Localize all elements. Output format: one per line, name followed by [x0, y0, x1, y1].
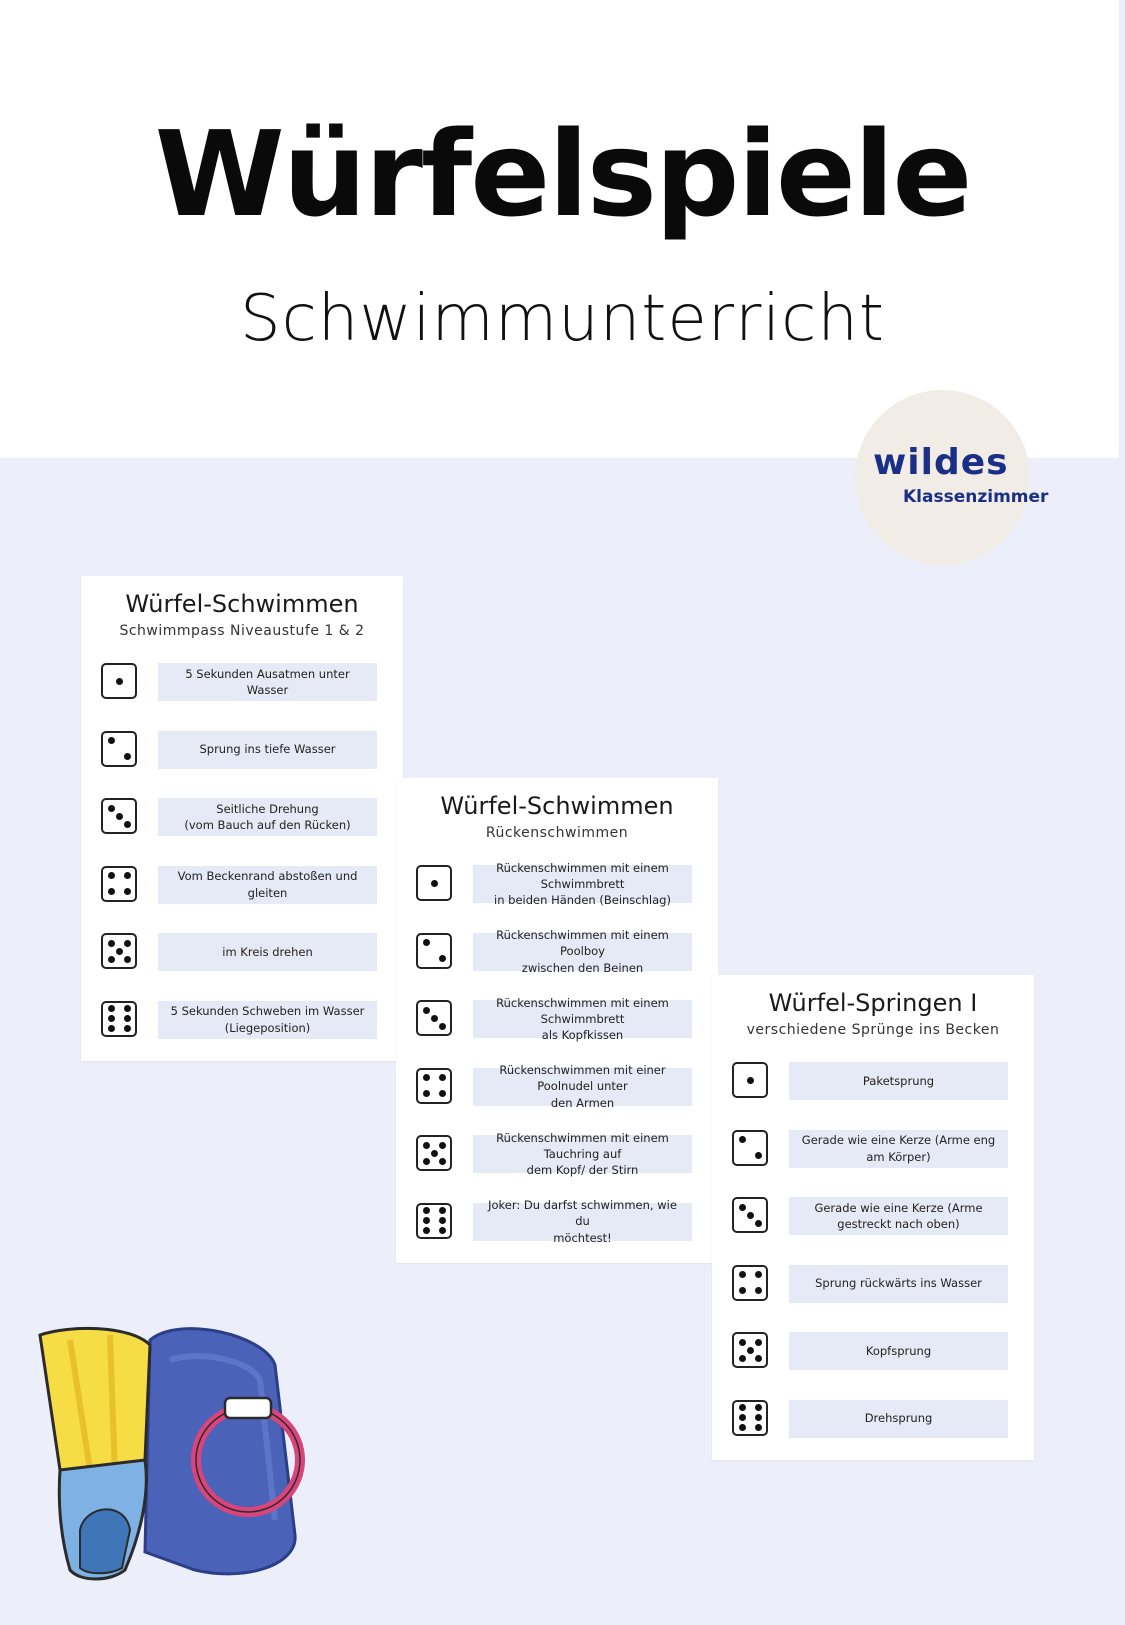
task-text: Sprung rückwärts ins Wasser: [815, 1276, 982, 1291]
task-bar: [158, 663, 377, 701]
task-bar: [473, 995, 692, 1043]
dice-pip: [439, 1142, 446, 1149]
dice-2-icon: [101, 731, 137, 767]
task-bar: [789, 1332, 1008, 1370]
task-bar: [158, 798, 377, 836]
dice-pip: [755, 1287, 762, 1294]
dice-pip: [755, 1414, 762, 1421]
dice-2-icon: [732, 1130, 768, 1166]
dice-pip: [108, 956, 115, 963]
card-row: [732, 1332, 1008, 1370]
dice-pip: [739, 1424, 746, 1431]
dice-5-icon: [101, 933, 137, 969]
card-row: [732, 1400, 1008, 1438]
task-bar: [473, 928, 692, 975]
task-bar: [473, 1130, 692, 1178]
card-row: [732, 1062, 1008, 1100]
task-text: Seitliche Drehung (vom Bauch auf den Rücken): [184, 801, 351, 832]
dice-pip: [116, 948, 123, 955]
dice-pip: [431, 1150, 438, 1157]
task-text: Rückenschwimmen mit einem Tauchring auf dem Kopf/ der Stirn: [496, 1130, 669, 1178]
dice-pip: [124, 888, 131, 895]
dice-pip: [423, 1074, 430, 1081]
dice-1-icon: [732, 1062, 768, 1098]
card-row: [732, 1130, 1008, 1168]
dice-pip: [108, 1015, 115, 1022]
task-bar: [158, 731, 377, 769]
logo-word: wildes: [873, 442, 1009, 483]
dice-pip: [739, 1404, 746, 1411]
dice-pip: [755, 1152, 762, 1159]
card-row: [732, 1197, 1008, 1235]
dice-pip: [755, 1404, 762, 1411]
task-text: Drehsprung: [864, 1411, 933, 1426]
task-text: Gerade wie eine Kerze (Arme eng am Körper): [801, 1133, 996, 1164]
dice-pip: [431, 880, 438, 887]
dice-pip: [124, 956, 131, 963]
dice-6-icon: [101, 1001, 137, 1037]
dice-4-icon: [416, 1068, 452, 1104]
card-row: [101, 933, 377, 971]
dice-5-icon: [732, 1332, 768, 1368]
card-title: Würfel-Schwimmen: [440, 792, 674, 820]
card-row: [416, 1198, 692, 1245]
brand-logo: [855, 390, 1049, 565]
task-bar: [473, 1198, 692, 1245]
dice-pip: [755, 1220, 762, 1227]
dice-pip: [739, 1136, 746, 1143]
card-wuerfel-schwimmen-niveau: [81, 576, 403, 1061]
kickboard-shape: [145, 1329, 295, 1574]
dice-pip: [423, 1217, 430, 1224]
dice-pip: [431, 1015, 438, 1022]
dice-pip: [108, 888, 115, 895]
page-subtitle: Schwimmunterricht: [239, 282, 886, 356]
card-row: [416, 1130, 692, 1178]
task-bar: [473, 1063, 692, 1110]
dice-pip: [439, 1074, 446, 1081]
dice-pip: [439, 1158, 446, 1165]
ring-clip: [225, 1398, 271, 1418]
dice-pip: [755, 1424, 762, 1431]
card-subtitle: Rückenschwimmen: [485, 825, 629, 841]
dice-pip: [739, 1355, 746, 1362]
dice-1-icon: [416, 865, 452, 901]
dice-pip: [739, 1414, 746, 1421]
dice-3-icon: [101, 798, 137, 834]
dice-pip: [124, 872, 131, 879]
dice-pip: [439, 1023, 446, 1030]
dice-pip: [423, 1090, 430, 1097]
dice-pip: [755, 1271, 762, 1278]
task-bar: [473, 860, 692, 908]
task-text: im Kreis drehen: [222, 944, 313, 959]
card-title: Würfel-Schwimmen: [125, 590, 359, 618]
dice-pip: [124, 1005, 131, 1012]
card-row: [101, 866, 377, 904]
task-text: Gerade wie eine Kerze (Arme gestreckt nach oben): [814, 1200, 983, 1231]
task-bar: [789, 1062, 1008, 1100]
task-text: Rückenschwimmen mit einem Poolboy zwischen den Beinen: [496, 928, 669, 975]
dice-pip: [108, 872, 115, 879]
fin-blade: [40, 1328, 150, 1480]
dice-pip: [439, 1227, 446, 1234]
task-bar: [158, 866, 377, 904]
card-subtitle: Schwimmpass Niveaustufe 1 & 2: [119, 623, 365, 639]
dice-6-icon: [732, 1400, 768, 1436]
task-text: 5 Sekunden Schweben im Wasser (Liegeposition): [170, 1004, 365, 1035]
task-text: Joker: Du darfst schwimmen, wie du möchtest!: [488, 1198, 677, 1245]
dice-pip: [108, 737, 115, 744]
task-text: 5 Sekunden Ausatmen unter Wasser: [185, 666, 350, 697]
logo-subtitle: Klassenzimmer: [903, 487, 1049, 507]
dice-pip: [423, 1142, 430, 1149]
dice-pip: [747, 1077, 754, 1084]
dice-pip: [124, 821, 131, 828]
card-row: [101, 663, 377, 701]
card-row: [416, 860, 692, 908]
dice-pip: [423, 1227, 430, 1234]
dice-pip: [739, 1339, 746, 1346]
dice-pip: [108, 805, 115, 812]
dice-pip: [439, 1217, 446, 1224]
card-row: [101, 731, 377, 769]
dice-pip: [739, 1287, 746, 1294]
card-row: [101, 798, 377, 836]
card-row: [732, 1265, 1008, 1303]
dice-3-icon: [732, 1197, 768, 1233]
dice-pip: [439, 955, 446, 962]
dice-pip: [116, 813, 123, 820]
card-wuerfel-schwimmen-ruecken: [396, 778, 718, 1263]
dice-pip: [108, 1005, 115, 1012]
card-row: [416, 1063, 692, 1110]
dice-pip: [423, 939, 430, 946]
card-title: Würfel-Springen I: [768, 989, 978, 1017]
dice-pip: [747, 1347, 754, 1354]
task-text: Kopfsprung: [865, 1343, 932, 1358]
dice-pip: [439, 1090, 446, 1097]
dice-6-icon: [416, 1203, 452, 1239]
dice-pip: [116, 678, 123, 685]
task-text: Vom Beckenrand abstoßen und gleiten: [177, 869, 358, 900]
dice-pip: [108, 1025, 115, 1032]
dice-pip: [439, 1207, 446, 1214]
dice-4-icon: [101, 866, 137, 902]
card-row: [416, 995, 692, 1043]
task-bar: [789, 1400, 1008, 1438]
swim-equipment-illustration: [30, 1320, 330, 1590]
dice-4-icon: [732, 1265, 768, 1301]
dice-pip: [124, 1015, 131, 1022]
dice-1-icon: [101, 663, 137, 699]
card-subtitle: verschiedene Sprünge ins Becken: [746, 1022, 1000, 1038]
task-text: Rückenschwimmen mit einem Schwimmbrett als Kopfkissen: [496, 995, 669, 1043]
dice-pip: [423, 1007, 430, 1014]
dice-5-icon: [416, 1135, 452, 1171]
dice-2-icon: [416, 933, 452, 969]
card-row: [101, 1001, 377, 1039]
task-bar: [789, 1265, 1008, 1303]
dice-pip: [755, 1355, 762, 1362]
dice-pip: [124, 1025, 131, 1032]
dice-pip: [423, 1158, 430, 1165]
task-bar: [158, 933, 377, 971]
task-text: Paketsprung: [862, 1073, 935, 1088]
dice-pip: [739, 1271, 746, 1278]
dice-pip: [755, 1339, 762, 1346]
task-bar: [158, 1001, 377, 1039]
card-row: [416, 928, 692, 975]
dice-3-icon: [416, 1000, 452, 1036]
dice-pip: [747, 1212, 754, 1219]
dice-pip: [124, 940, 131, 947]
task-text: Rückenschwimmen mit einem Schwimmbrett in beiden Händen (Beinschlag): [494, 860, 671, 908]
page-title: Würfelspiele: [154, 105, 971, 243]
task-bar: [789, 1130, 1008, 1168]
dice-pip: [124, 753, 131, 760]
card-wuerfel-springen: [712, 975, 1034, 1460]
dice-pip: [108, 940, 115, 947]
dice-pip: [739, 1204, 746, 1211]
task-text: Rückenschwimmen mit einer Poolnudel unter den Armen: [499, 1063, 666, 1110]
task-text: Sprung ins tiefe Wasser: [199, 742, 336, 757]
dice-pip: [423, 1207, 430, 1214]
task-bar: [789, 1197, 1008, 1235]
